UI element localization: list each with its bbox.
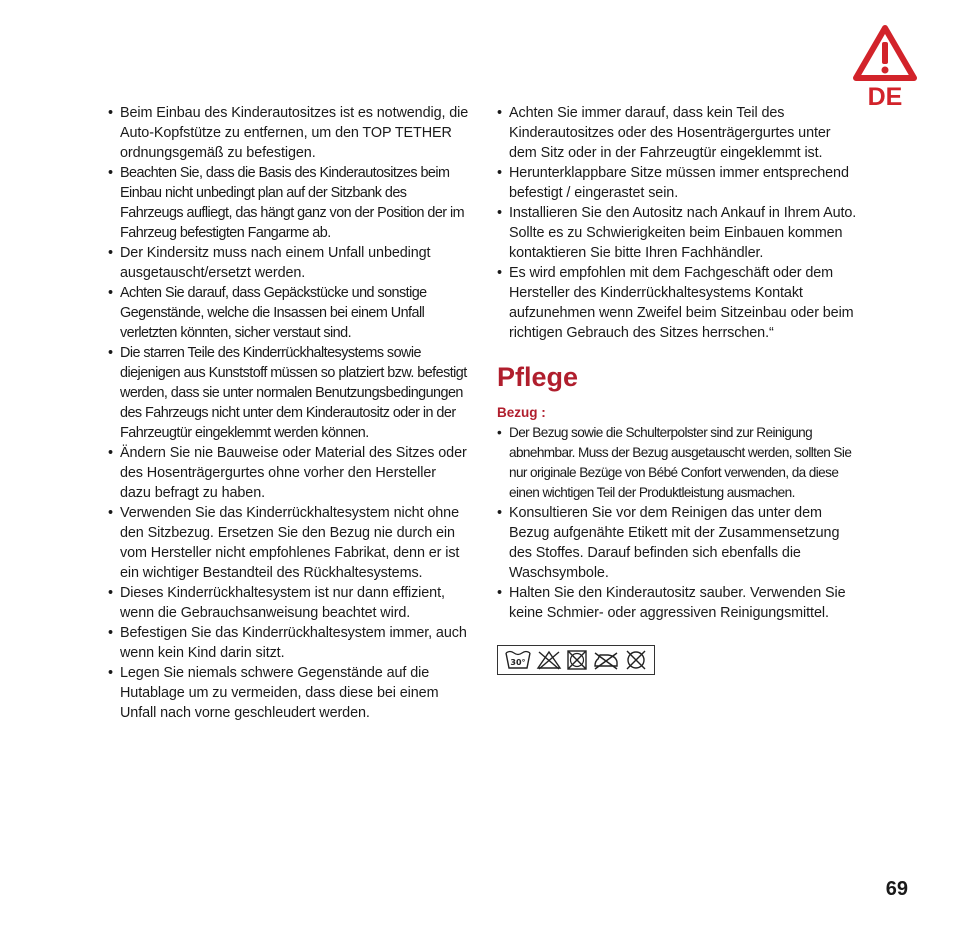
list-item: • Installieren Sie den Autositz nach Ankauf in Ihrem Auto. Sollte es zu Schwierigkeiten beim Einbauen kommen kontaktieren Sie bitte Ihren Fachhändler. (497, 203, 859, 263)
list-item: • Achten Sie darauf, dass Gepäckstücke und sonstige Gegenstände, welche die Insassen bei einem Unfall verletzten könnten, sicher verstaut sind. (108, 283, 470, 343)
page-number: 69 (885, 878, 908, 900)
list-item: • Ändern Sie nie Bauweise oder Material des Sitzes oder des Hosenträgergurtes ohne vorher den Hersteller dazu befragt zu haben. (108, 443, 470, 503)
list-item: • Legen Sie niemals schwere Gegenstände auf die Hutablage um zu vermeiden, dass diese bei einem Unfall nach vorne geschleudert werden. (108, 663, 470, 723)
safety-list-right (497, 103, 859, 343)
no-bleach-icon (536, 649, 562, 671)
list-item: • Halten Sie den Kinderautositz sauber. Verwenden Sie keine Schmier- oder aggressiven Reinigungsmittel. (497, 583, 859, 623)
list-item: • Der Kindersitz muss nach einem Unfall unbedingt ausgetauscht/ersetzt werden. (108, 243, 470, 283)
list-item: • Der Bezug sowie die Schulterpolster sind zur Reinigung abnehmbar. Muss der Bezug ausgetauscht werden, sollten Sie nur originale Bezüge von Bébé Confort verwenden, da diese einen wichtigen Teil der Produktleistung ausmachen. (497, 423, 859, 503)
warning-triangle-icon (852, 24, 918, 82)
wash-temperature: 30° (510, 658, 526, 667)
care-list (497, 423, 859, 623)
left-column (108, 103, 470, 723)
list-item: • Befestigen Sie das Kinderrückhaltesystem immer, auch wenn kein Kind darin sitzt. (108, 623, 470, 663)
list-item: • Die starren Teile des Kinderrückhaltesystems sowie diejenigen aus Kunststoff müssen so platziert bzw. befestigt werden, dass sie unter normalen Benutzungsbedingungen des Fahrzeugs nicht unter dem Kinderautositz oder in der Fahrzeugtür eingeklemmt werden können. (108, 343, 470, 443)
right-column (497, 103, 859, 675)
wash-30-icon (504, 649, 532, 671)
section-title: Pflege (497, 362, 579, 392)
list-item: • Herunterklappbare Sitze müssen immer entsprechend befestigt / eingerastet sein. (497, 163, 859, 203)
list-item: • Verwenden Sie das Kinderrückhaltesystem nicht ohne den Sitzbezug. Ersetzen Sie den Bezug nie durch ein vom Hersteller nicht empfohlenes Fabrikat, denn er ist ein wichtiger Bestandteil des Rückhaltesystems. (108, 503, 470, 583)
list-item: • Es wird empfohlen mit dem Fachgeschäft oder dem Hersteller des Kinderrückhaltesystems Kontakt aufzunehmen wenn Zweifel beim Sitzeinbau oder beim richtigen Gebrauch des Sitzes herrschen.“ (497, 263, 859, 343)
list-item: • Beim Einbau des Kinderautositzes ist es notwendig, die Auto-Kopfstütze zu entfernen, um den TOP TETHER ordnungsgemäß zu befestigen. (108, 103, 470, 163)
list-item: • Dieses Kinderrückhaltesystem ist nur dann effizient, wenn die Gebrauchsanweisung beachtet wird. (108, 583, 470, 623)
section-subtitle: Bezug : (497, 405, 546, 420)
language-badge: DE (867, 83, 903, 111)
no-tumble-dry-icon (566, 649, 588, 671)
no-iron-icon (592, 649, 620, 671)
list-item: • Konsultieren Sie vor dem Reinigen das unter dem Bezug aufgenähte Etikett mit der Zusammensetzung des Stoffes. Darauf befinden sich ebenfalls die Waschsymbole. (497, 503, 859, 583)
list-item: • Achten Sie immer darauf, dass kein Teil des Kinderautositzes oder des Hosenträgergurtes unter dem Sitz oder in der Fahrzeugtür eingeklemmt ist. (497, 103, 859, 163)
safety-list-left (108, 103, 470, 723)
no-dry-clean-icon (624, 649, 648, 671)
care-symbols (497, 645, 655, 675)
list-item: • Beachten Sie, dass die Basis des Kinderautositzes beim Einbau nicht unbedingt plan auf der Sitzbank des Fahrzeugs aufliegt, das hängt ganz von der Position der im Fahrzeug befestigten Fangarme ab. (108, 163, 470, 243)
